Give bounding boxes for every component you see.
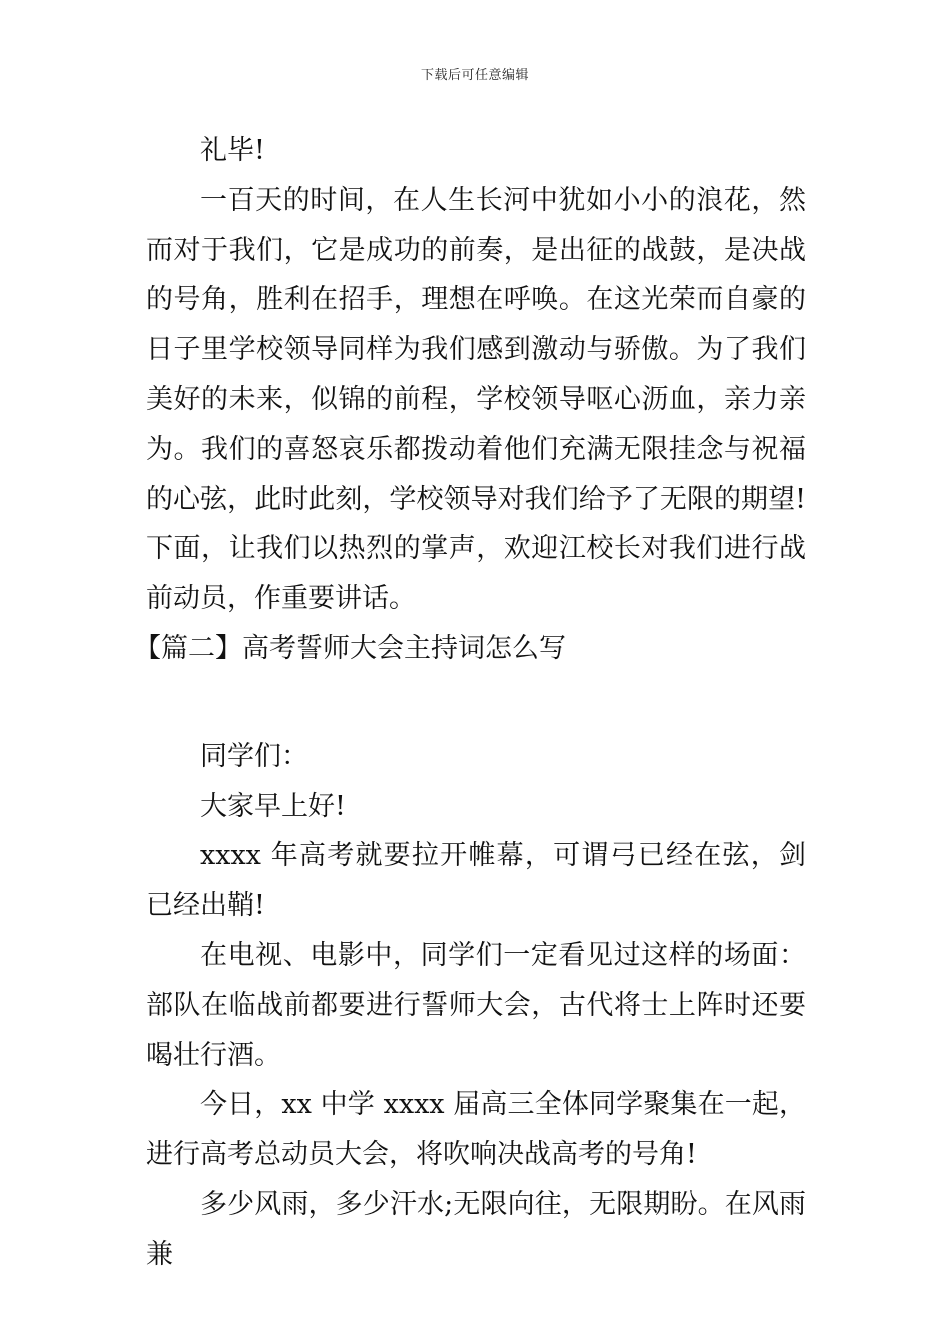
body-paragraph: 一百天的时间，在人生长河中犹如小小的浪花，然而对于我们，它是成功的前奏，是出征的战鼓，是决战的号角，胜利在招手，理想在呼唤。在这光荣而自豪的日子里学校领导同样为我们感到激动与骄傲。为了我们美好的未来，似锦的前程，学校领导呕心沥血，亲力亲为。我们的喜怒哀乐都拨动着他们充满无限挂念与祝福的心弦，此时此刻，学校领导对我们给予了无限的期望!下面，让我们以热烈的掌声，欢迎江校长对我们进行战前动员，作重要讲话。 xyxy=(146,184,806,615)
body-paragraph: 今日，xx 中学 xxxx 届高三全体同学聚集在一起，进行高考总动员大会，将吹响决战高考的号角! xyxy=(146,1089,806,1171)
blank-line xyxy=(146,674,806,732)
closing-paragraph: 礼毕! xyxy=(200,135,265,166)
section-heading: 【篇二】高考誓师大会主持词怎么写 xyxy=(134,632,566,664)
greeting-paragraph: 大家早上好! xyxy=(200,790,346,822)
body-paragraph: xxxx 年高考就要拉开帷幕，可谓弓已经在弦，剑已经出鞘! xyxy=(146,840,806,922)
body-paragraph: 在电视、电影中，同学们一定看见过这样的场面：部队在临战前都要进行誓师大会，古代将士上阵时还要喝壮行酒。 xyxy=(146,939,806,1071)
body-paragraph: 多少风雨，多少汗水;无限向往，无限期盼。在风雨兼 xyxy=(146,1188,806,1270)
document-body xyxy=(134,126,806,1280)
page-header: 下载后可任意编辑 xyxy=(420,68,529,83)
greeting-paragraph: 同学们： xyxy=(200,740,308,772)
